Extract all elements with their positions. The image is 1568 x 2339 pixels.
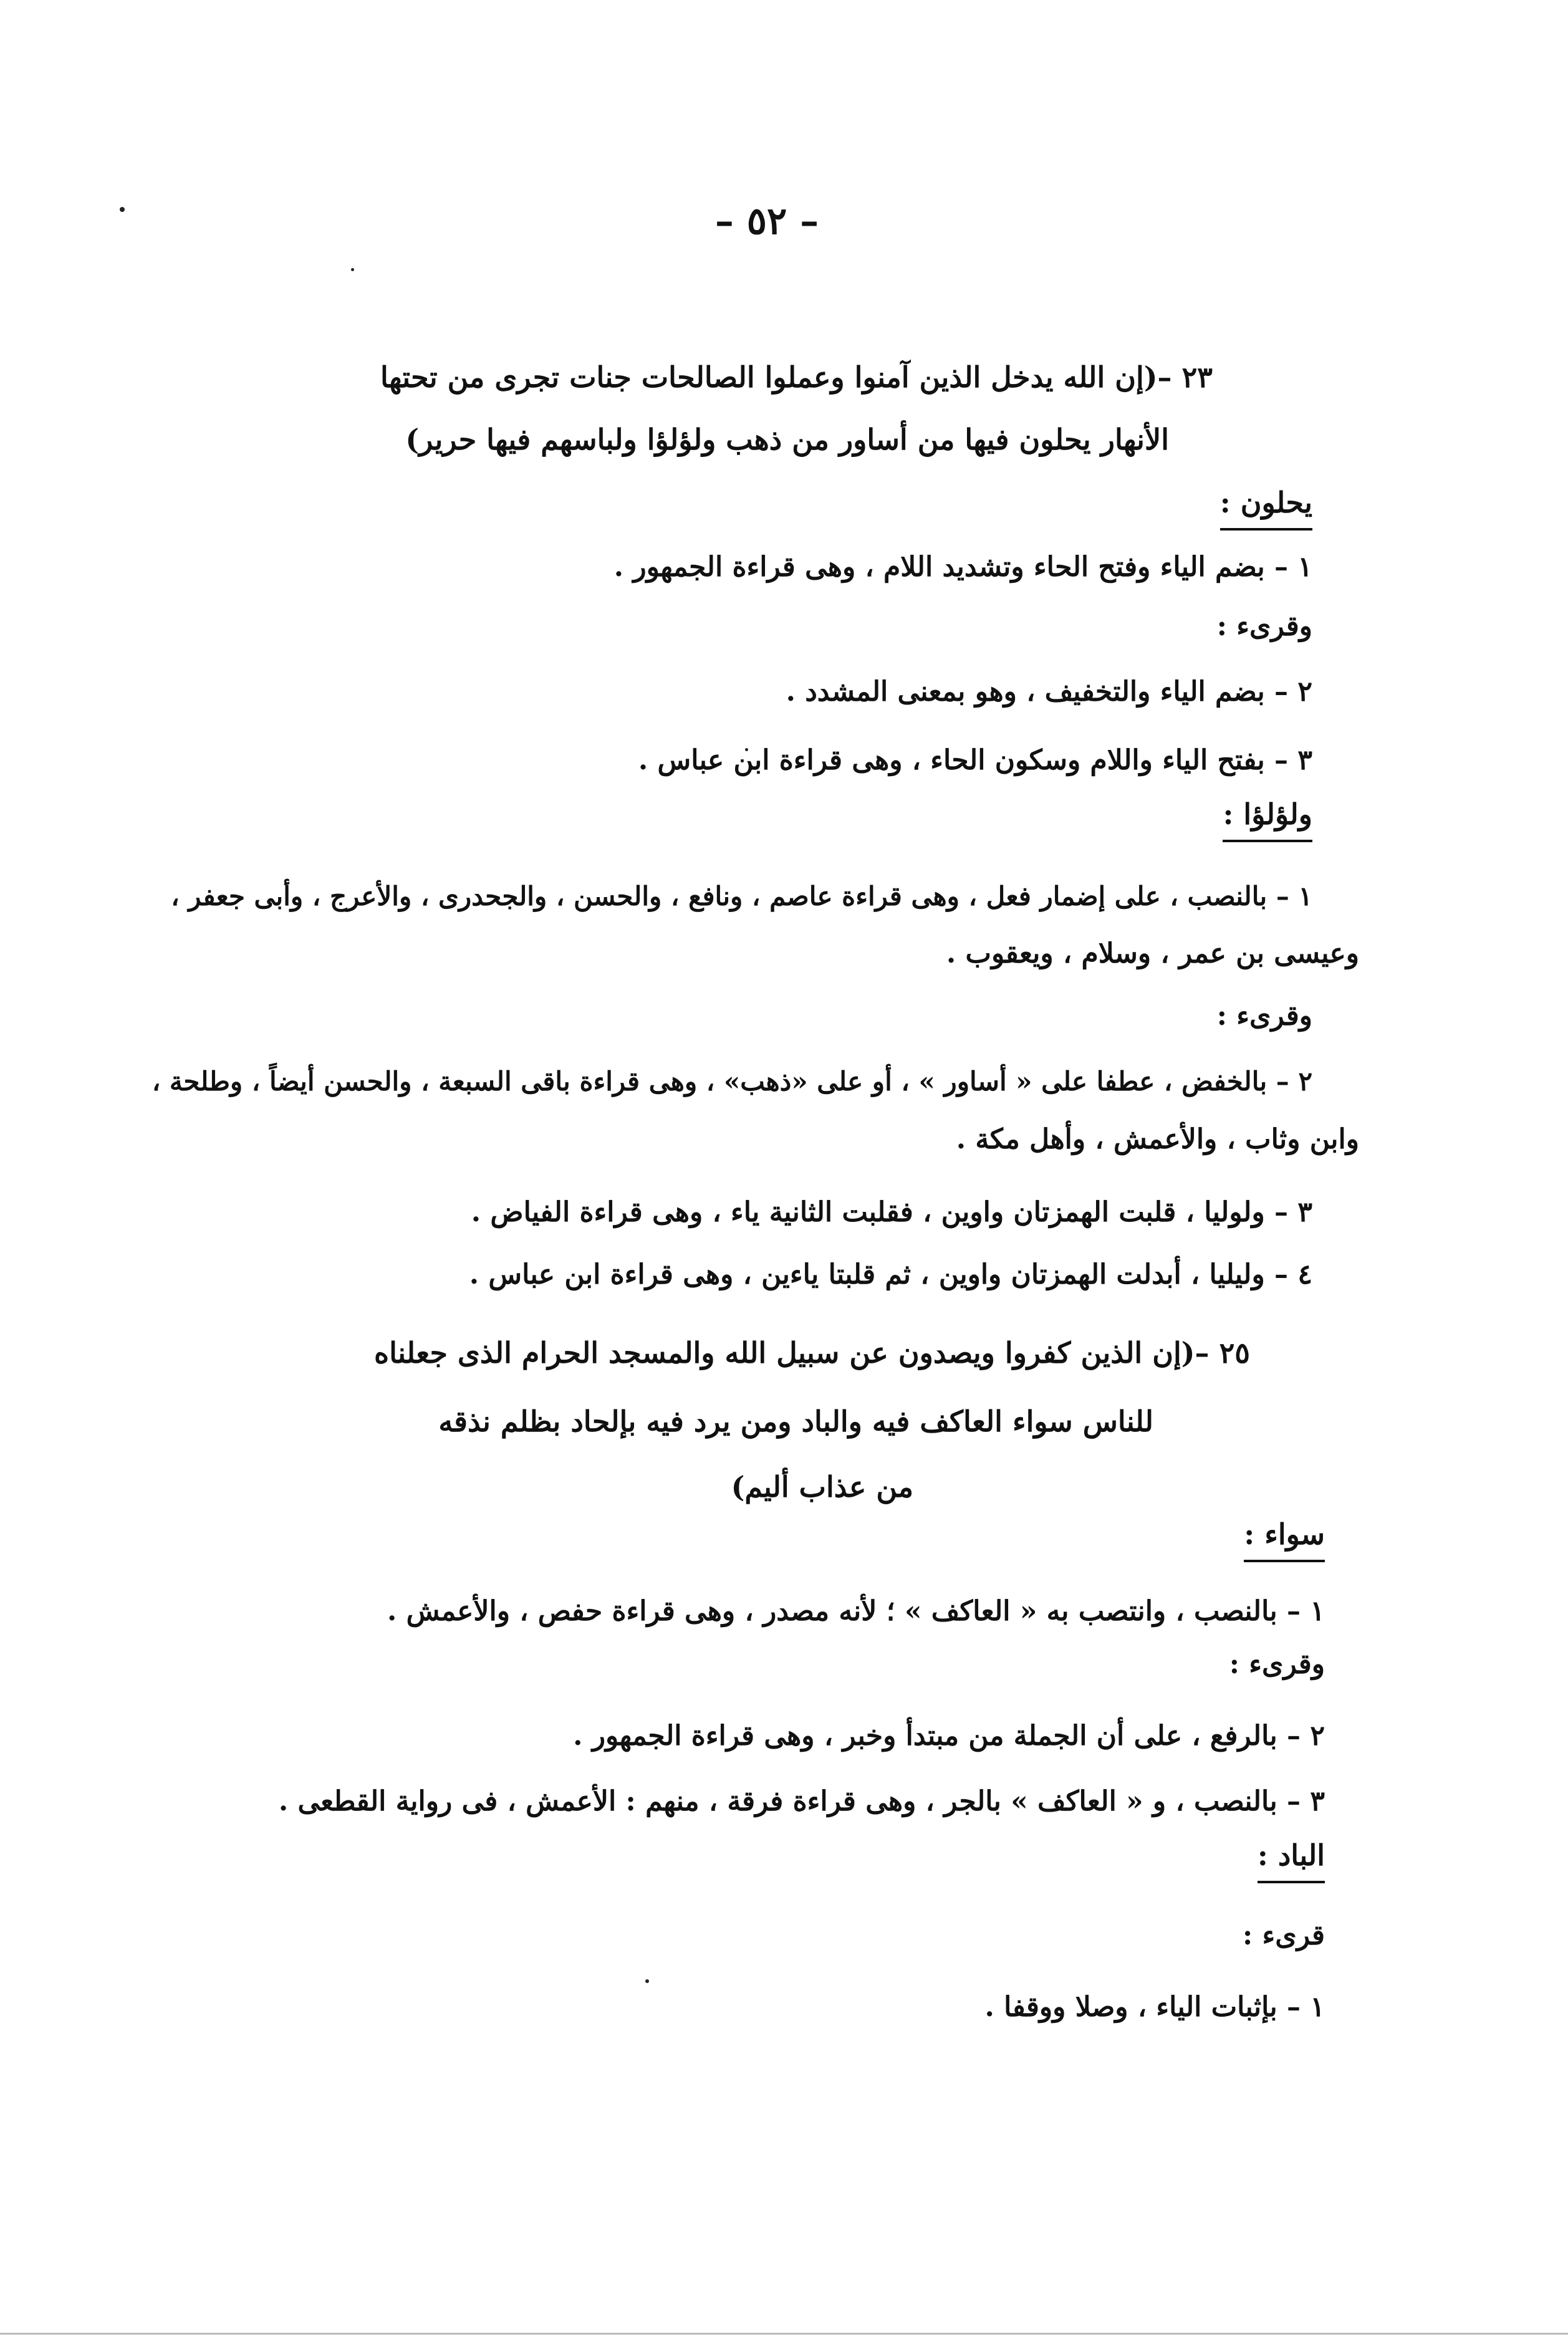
page-number: – ٥٢ – (714, 199, 819, 243)
reading-line: وابن وثاب ، والأعمش ، وأهل مكة . (956, 1123, 1359, 1155)
reading-line: ٣ – بالنصب ، و « العاكف » بالجر ، وهى قراءة فرقة ، منهم : الأعمش ، فى رواية القطعى . (278, 1785, 1325, 1817)
reading-line: ٢ – بالخفض ، عطفا على « أساور » ، أو على «ذهب» ، وهى قراءة باقى السبعة ، والحسن أيضاً ، وطلحة ، (152, 1066, 1312, 1097)
reading-line: ١ – بإثبات الياء ، وصلا ووقفا . (984, 1991, 1325, 2023)
section-heading-sawaan: سواء : (1244, 1515, 1325, 1562)
reading-line: ١ – بضم الياء وفتح الحاء وتشديد اللام ، وهى قراءة الجمهور . (613, 551, 1312, 583)
scan-speck (351, 268, 354, 271)
reading-line: ٣ – بفتح الياء واللام وسكون الحاء ، وهى قراءة ابن عباس . (638, 744, 1312, 776)
verse-23-line-1: ٢٣ –(إن الله يدخل الذين آمنوا وعملوا الصالحات جنات تجرى من تحتها (380, 360, 1213, 394)
reading-line: ١ – بالنصب ، على إضمار فعل ، وهى قراءة عاصم ، ونافع ، والحسن ، والجحدرى ، والأعرج ، وأبى جعفر ، (171, 881, 1312, 911)
reading-label: وقرىء : (1216, 1000, 1312, 1032)
reading-label: قرىء : (1243, 1919, 1325, 1951)
reading-line: ٢ – بضم الياء والتخفيف ، وهو بمعنى المشدد . (786, 676, 1312, 708)
reading-line: ٢ – بالرفع ، على أن الجملة من مبتدأ وخبر ، وهى قراءة الجمهور . (573, 1720, 1325, 1752)
section-heading-yuhallawna: يحلون : (1220, 483, 1312, 531)
reading-line: وعيسى بن عمر ، وسلام ، ويعقوب . (946, 938, 1359, 969)
reading-line: ١ – بالنصب ، وانتصب به « العاكف » ؛ لأنه مصدر ، وهى قراءة حفص ، والأعمش . (387, 1595, 1325, 1627)
reading-line: ٣ – ولوليا ، قلبت الهمزتان واوين ، فقلبت الثانية ياء ، وهى قراءة الفياض . (471, 1196, 1312, 1228)
reading-label: وقرىء : (1229, 1648, 1325, 1680)
verse-23-line-2: الأنهار يحلون فيها من أساور من ذهب ولؤلؤا ولباسهم فيها حرير) (405, 423, 1169, 456)
section-heading-albad: الباد : (1258, 1836, 1325, 1883)
reading-line: ٤ – وليليا ، أبدلت الهمزتان واوين ، ثم قلبتا ياءين ، وهى قراءة ابن عباس . (469, 1259, 1312, 1290)
verse-25-line-3: من عذاب أليم) (731, 1470, 913, 1504)
verse-25-line-2: للناس سواء العاكف فيه والباد ومن يرد فيه بإلحاد بظلم نذقه (438, 1405, 1153, 1438)
page-bottom-edge (0, 2333, 1568, 2335)
scan-speck (645, 1979, 649, 1983)
scan-speck (120, 207, 125, 212)
reading-label: وقرىء : (1216, 610, 1312, 642)
verse-25-line-1: ٢٥ –(إن الذين كفروا ويصدون عن سبيل الله والمسجد الحرام الذى جعلناه (374, 1336, 1250, 1370)
section-heading-luluan: ولؤلؤا : (1223, 795, 1312, 842)
